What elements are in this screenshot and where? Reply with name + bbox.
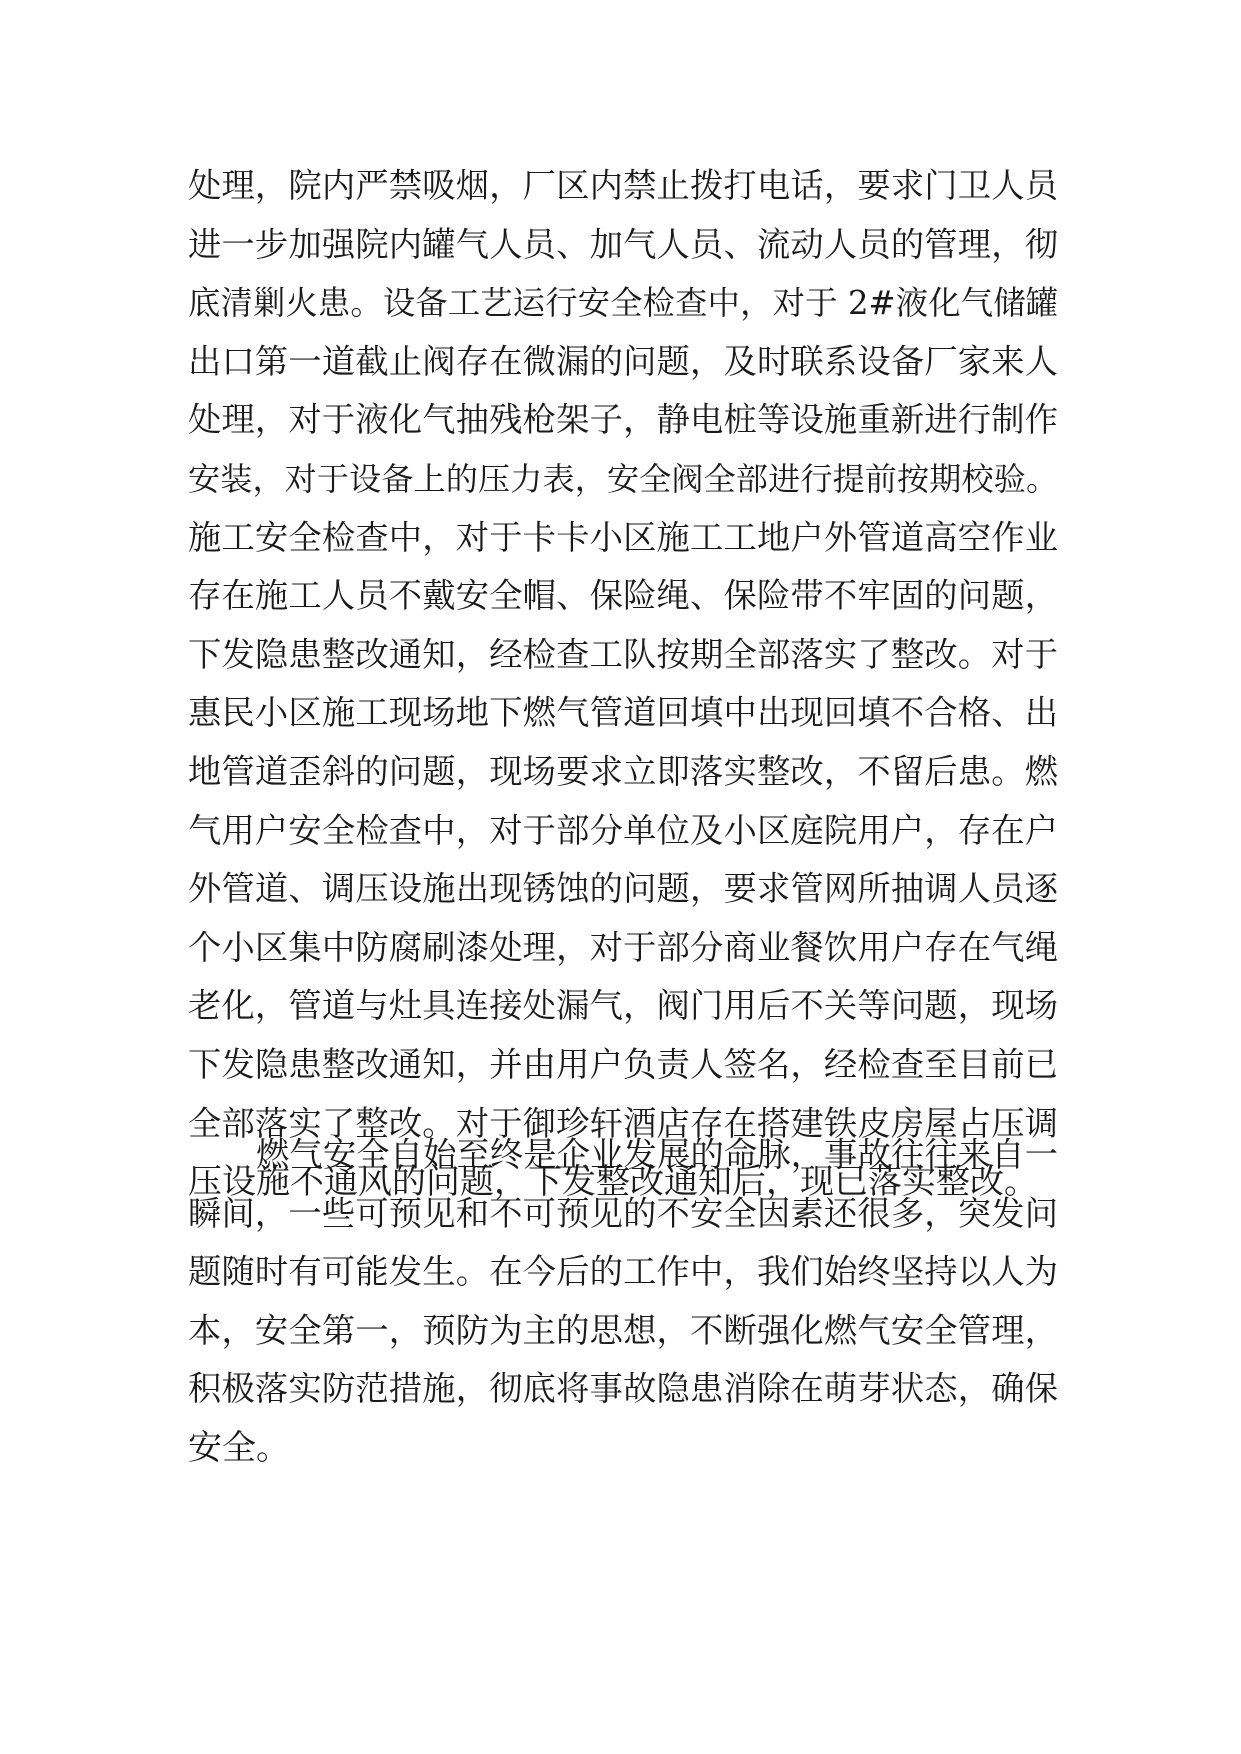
- paragraph-line: 进一步加强院内罐气人员、加气人员、流动人员的管理，彻: [188, 224, 1058, 264]
- paragraph-line: 题随时有可能发生。在今后的工作中，我们始终坚持以人为: [188, 1252, 1058, 1292]
- paragraph-line: 燃气安全自始至终是企业发展的命脉，事故往往来自一: [256, 1135, 1058, 1174]
- paragraph-line: 积极落实防范措施，彻底将事故隐患消除在萌芽状态，确保: [188, 1369, 1058, 1409]
- paragraph-line: 安装，对于设备上的压力表，安全阀全部进行提前按期校验。: [188, 459, 1058, 498]
- paragraph-line: 安全。: [188, 1427, 290, 1468]
- paragraph-line: 瞬间，一些可预见和不可预见的不安全因素还很多，突发问: [188, 1193, 1058, 1233]
- paragraph-line: 出口第一道截止阀存在微漏的问题，及时联系设备厂家来人: [188, 341, 1058, 381]
- paragraph-line: 本，安全第一，预防为主的思想，不断强化燃气安全管理，: [188, 1310, 1058, 1350]
- paragraph-line: 底清剿火患。设备工艺运行安全检查中，对于 2#液化气储罐: [188, 284, 1058, 323]
- paragraph-line: 处理，对于液化气抽残枪架子，静电桩等设施重新进行制作: [188, 400, 1058, 440]
- paragraph-line: 下发隐患整改通知，经检查工队按期全部落实了整改。对于: [188, 634, 1058, 674]
- paragraph-line: 外管道、调压设施出现锈蚀的问题，要求管网所抽调人员逐: [188, 869, 1058, 909]
- paragraph-line: 地管道歪斜的问题，现场要求立即落实整改，不留后患。燃: [188, 751, 1058, 791]
- paragraph-line: 存在施工人员不戴安全帽、保险绳、保险带不牢固的问题，: [188, 576, 1058, 616]
- paragraph-line: 施工安全检查中，对于卡卡小区施工工地户外管道高空作业: [188, 517, 1058, 557]
- paragraph-line: 全部落实了整改。对于御珍轩酒店存在搭建铁皮房屋占压调: [188, 1103, 1058, 1143]
- paragraph-safety-inspection: [188, 157, 1058, 1212]
- paragraph-line: 老化，管道与灶具连接处漏气，阀门用后不关等问题，现场: [188, 986, 1058, 1026]
- paragraph-line: 气用户安全检查中，对于部分单位及小区庭院用户，存在户: [188, 810, 1058, 850]
- paragraph-conclusion: [188, 1126, 1058, 1478]
- paragraph-line: 压设施不通风的问题，下发整改通知后，现已落实整改。: [188, 1162, 1038, 1203]
- paragraph-line: 惠民小区施工现场地下燃气管道回填中出现回填不合格、出: [188, 693, 1058, 733]
- paragraph-line: 个小区集中防腐刷漆处理，对于部分商业餐饮用户存在气绳: [188, 927, 1058, 967]
- paragraph-line: 处理，院内严禁吸烟，厂区内禁止拨打电话，要求门卫人员: [188, 166, 1058, 205]
- paragraph-line: 下发隐患整改通知，并由用户负责人签名，经检查至目前已: [188, 1044, 1058, 1084]
